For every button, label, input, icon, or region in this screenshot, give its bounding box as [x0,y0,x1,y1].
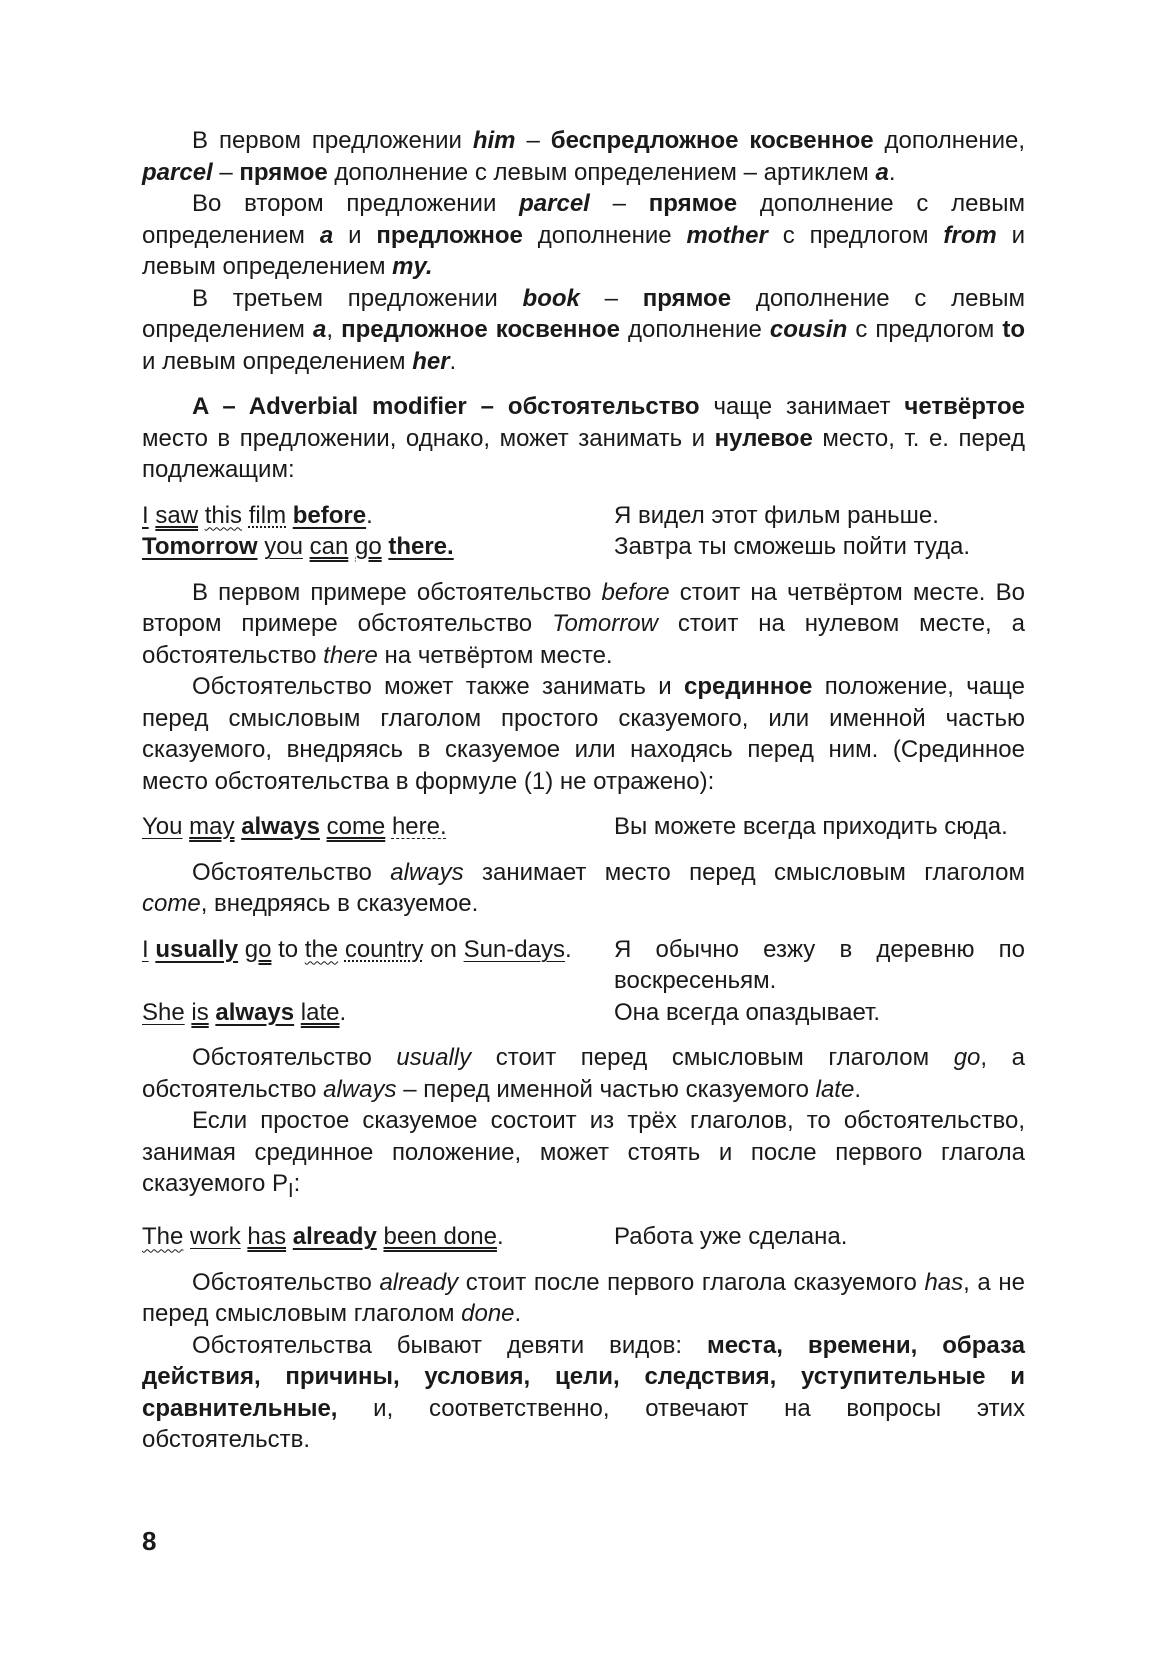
paragraph-second-sentence-analysis: Во втором предложении parcel – прямое дополнение с левым определением a и предложное дополнение mother с предлогом from и левым определением my. [142,190,1025,280]
example-sentence: She is always late. [142,998,347,1026]
example-block-3 [142,934,1025,1029]
example-block-4 [142,1221,1025,1253]
example-translation: Я обычно езжу в деревню по воскресеньям. [614,935,1025,994]
example-block-2 [142,811,1025,843]
paragraph-adverbial-modifier-definition: A – Adverbial modifier – обстоятельство чаще занимает четвёртое место в предложении, однако, может занимать и нулевое место, т. е. перед подлежащим: [142,393,1025,483]
example-sentence: You may always come here. [142,813,447,840]
example-row [142,934,1025,997]
page-number: 8 [142,1526,157,1556]
paragraph-examples-explanation: В первом примере обстоятельство before стоит на четвёртом месте. Во втором примере обстоятельство Tomorrow стоит на нулевом месте, а обстоятельство there на четвёртом месте. [142,578,1026,669]
example-row [142,531,1025,563]
example-sentence: I usually go to the country on Sun-days. [142,935,572,963]
example-translation: Работа уже сделана. [614,1223,848,1251]
example-sentence: Tomorrow you can go there. [142,533,454,560]
example-translation: Она всегда опаздывает. [614,998,880,1026]
example-row [142,997,1025,1029]
page-body [142,125,1025,1456]
example-sentence: I saw this film before. [142,501,373,529]
example-block-1 [142,500,1025,563]
paragraph-already-explanation: Обстоятельство already стоит после первого глагола сказуемого has, а не перед смысловым глаголом done. [142,1268,1025,1328]
paragraph-adverbial-types: Обстоятельства бывают девяти видов: места, времени, образа действия, причины, условия, цели, следствия, уступительные и сравнительные, и, соответственно, отвечают на вопросы этих обстоятельств. [142,1331,1025,1454]
example-row [142,1221,1025,1253]
example-translation: Я видел этот фильм раньше. [614,501,939,529]
paragraph-usually-explanation: Обстоятельство usually стоит перед смысловым глаголом go, а обстоятельство always – перед именной частью сказуемого late. [142,1044,1025,1103]
example-translation: Вы можете всегда приходить сюда. [614,813,1008,840]
example-row [142,500,1025,532]
example-row [142,811,1025,843]
example-translation: Завтра ты сможешь пойти туда. [614,533,971,560]
paragraph-middle-position: Обстоятельство может также занимать и срединное положение, чаще перед смысловым глаголом простого сказуемого, или именной частью сказуемого, внедряясь в сказуемое или находясь перед ним. (Срединное место обстоятельства в формуле (1) не отражено): [142,673,1025,795]
example-sentence: The work has already been done. [142,1223,504,1251]
paragraph-three-verbs: Если простое сказуемое состоит из трёх глаголов, то обстоятельство, занимая срединное положение, может стоять и после первого глагола сказуемого $P_I$: [142,1107,1025,1202]
paragraph-first-sentence-analysis: В первом предложении him – беспредложное косвенное дополнение, parcel – прямое дополнение с левым определением – артиклем a. [142,127,1025,186]
paragraph-third-sentence-analysis: В третьем предложении book – прямое дополнение с левым определением a, предложное косвенное дополнение cousin с предлогом to и левым определением her. [142,284,1026,375]
paragraph-always-explanation: Обстоятельство always занимает место перед смысловым глаголом come, внедряясь в сказуемое. [142,858,1026,917]
